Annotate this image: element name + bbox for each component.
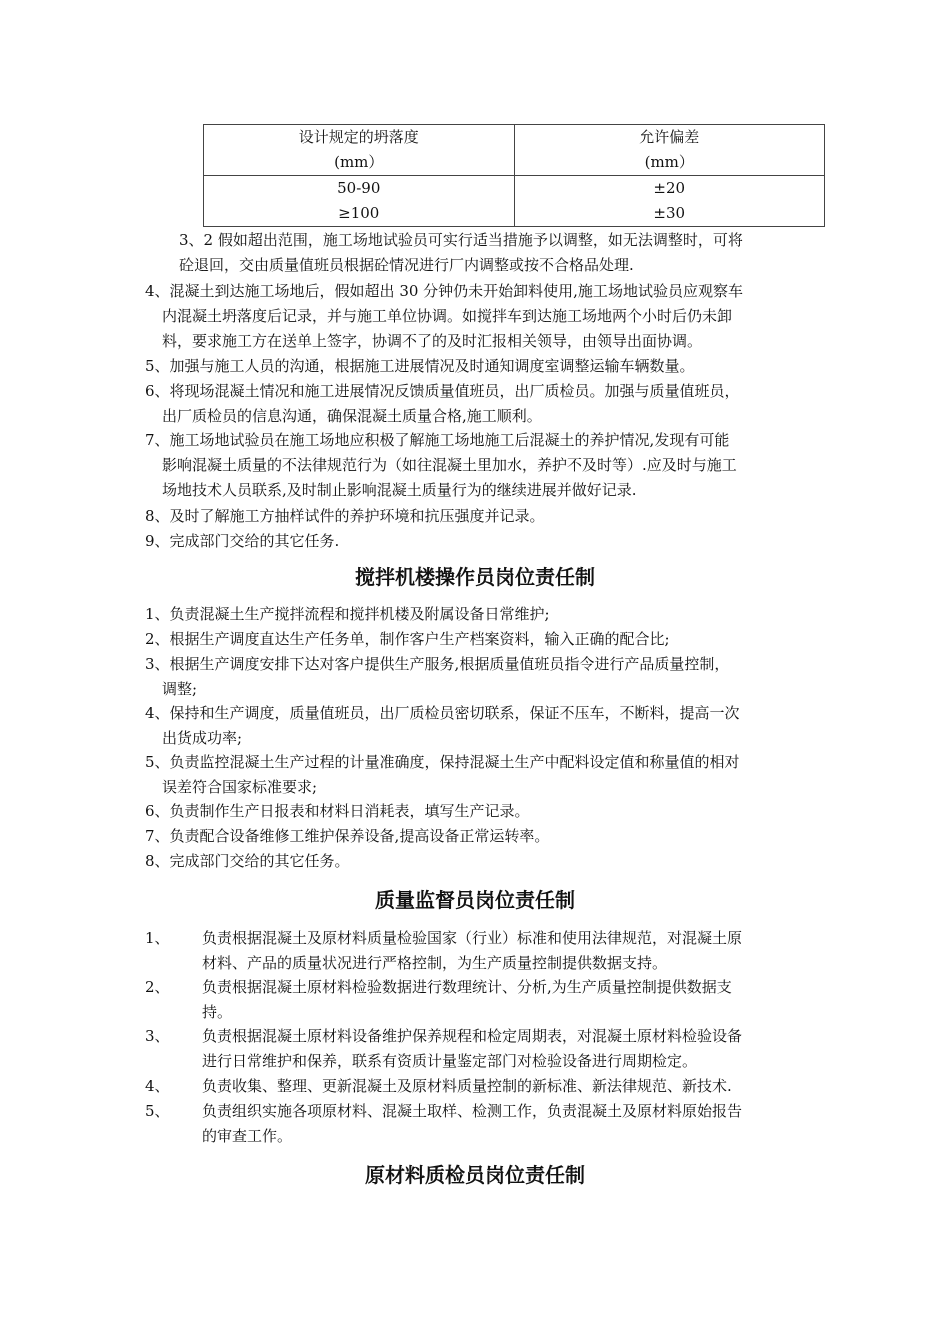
table-header-row (204, 125, 825, 176)
header-unit: (mm） (644, 153, 694, 171)
item-line: 内混凝土坍落度后记录，并与施工单位协调。如搅拌车到达施工场地两个小时后仍未卸 (162, 307, 733, 325)
item-line: 场地技术人员联系,及时制止影响混凝土质量行为的继续进展并做好记录. (162, 481, 637, 499)
item-line: 9、完成部门交给的其它任务. (145, 532, 340, 550)
list-item (145, 504, 545, 529)
table-header-cell (204, 125, 515, 176)
item-text (202, 1074, 732, 1099)
item-line: 的审查工作。 (202, 1127, 293, 1145)
item-line: 3、2 假如超出范围，施工场地试验员可实行适当措施予以调整，如无法调整时，可将 (179, 231, 743, 249)
list-item (145, 428, 737, 503)
item-text (202, 1099, 742, 1149)
list-item (145, 602, 550, 627)
cell-value: ≥100 (338, 204, 380, 222)
list-item (145, 824, 549, 849)
item-number: 4、 (145, 1077, 170, 1095)
item-line: 6、负责制作生产日报表和材料日消耗表，填写生产记录。 (145, 802, 530, 820)
slump-tolerance-table (203, 124, 825, 227)
item-line: 材料、产品的质量状况进行严格控制，为生产质量控制提供数据支持。 (202, 954, 668, 972)
list-item (145, 652, 729, 702)
list-item (145, 279, 743, 354)
cell-value: ±20 (653, 179, 686, 197)
item-line: 影响混凝土质量的不法律规范行为（如往混凝土里加水，养护不及时等）.应及时与施工 (162, 456, 737, 474)
list-item (145, 354, 695, 379)
item-line: 8、完成部门交给的其它任务。 (145, 852, 350, 870)
table-row (204, 176, 825, 227)
item-line: 误差符合国家标准要求; (162, 778, 318, 796)
list-item (145, 799, 530, 824)
item-line: 6、将现场混凝土情况和施工进展情况反馈质量值班员，出厂质检员。加强与质量值班员， (145, 382, 740, 400)
item-number: 3、 (145, 1027, 170, 1045)
header-text: 允许偏差 (639, 128, 700, 146)
item-line: 4、混凝土到达施工场地后，假如超出 30 分钟仍未开始卸料使用,施工场地试验员应观察车 (145, 282, 743, 300)
item-line: 负责组织实施各项原材料、混凝土取样、检测工作，负责混凝土及原材料原始报告 (202, 1102, 743, 1120)
list-item (145, 849, 350, 874)
item-line: 2、根据生产调度直达生产任务单，制作客户生产档案资料，输入正确的配合比; (145, 630, 670, 648)
item-line: 3、根据生产调度安排下达对客户提供生产服务,根据质量值班员指令进行产品质量控制， (145, 655, 730, 673)
list-item (179, 228, 743, 278)
item-line: 5、加强与施工人员的沟通，根据施工进展情况及时通知调度室调整运输车辆数量。 (145, 357, 695, 375)
item-line: 出厂质检员的信息沟通，确保混凝土质量合格,施工顺利。 (162, 407, 542, 425)
item-number: 1、 (145, 929, 170, 947)
item-line: 负责根据混凝土原材料设备维护保养规程和检定周期表，对混凝土原材料检验设备 (202, 1027, 743, 1045)
list-item (145, 701, 740, 751)
section-title: 质量监督员岗位责任制 (375, 888, 575, 912)
item-line: 持。 (202, 1003, 233, 1021)
section-title: 原材料质检员岗位责任制 (365, 1163, 585, 1187)
item-line: 4、保持和生产调度，质量值班员，出厂质检员密切联系，保证不压车，不断料，提高一次 (145, 704, 740, 722)
item-line: 8、及时了解施工方抽样试件的养护环境和抗压强度并记录。 (145, 507, 545, 525)
item-line: 7、施工场地试验员在施工场地应积极了解施工场地施工后混凝土的养护情况,发现有可能 (145, 431, 730, 449)
item-line: 砼退回，交由质量值班员根据砼情况进行厂内调整或按不合格品处理. (179, 256, 634, 274)
item-line: 负责收集、整理、更新混凝土及原材料质量控制的新标准、新法律规范、新技术. (202, 1077, 732, 1095)
table-cell (514, 176, 825, 227)
item-line: 负责根据混凝土原材料检验数据进行数理统计、分析,为生产质量控制提供数据支 (202, 978, 732, 996)
item-text (202, 975, 732, 1025)
item-number: 2、 (145, 978, 170, 996)
header-unit: (mm） (334, 153, 384, 171)
table-cell (204, 176, 515, 227)
item-line: 调整; (162, 680, 198, 698)
item-line: 7、负责配合设备维修工维护保养设备,提高设备正常运转率。 (145, 827, 550, 845)
item-line: 进行日常维护和保养，联系有资质计量鉴定部门对检验设备进行周期检定。 (202, 1052, 698, 1070)
cell-value: 50-90 (337, 179, 381, 197)
item-text (202, 1024, 742, 1074)
section-title: 搅拌机楼操作员岗位责任制 (355, 565, 595, 589)
list-item (145, 529, 339, 554)
item-line: 料，要求施工方在送单上签字，协调不了的及时汇报相关领导，由领导出面协调。 (162, 332, 703, 350)
item-line: 5、负责监控混凝土生产过程的计量准确度，保持混凝土生产中配料设定值和称量值的相对 (145, 753, 740, 771)
item-line: 负责根据混凝土及原材料质量检验国家（行业）标准和使用法律规范，对混凝土原 (202, 929, 743, 947)
header-text: 设计规定的坍落度 (298, 128, 419, 146)
cell-value: ±30 (653, 204, 686, 222)
list-item (145, 750, 740, 800)
item-text (202, 926, 742, 976)
list-item (145, 379, 740, 429)
table-header-cell (514, 125, 825, 176)
item-line: 1、负责混凝土生产搅拌流程和搅拌机楼及附属设备日常维护; (145, 605, 550, 623)
item-number: 5、 (145, 1102, 170, 1120)
item-line: 出货成功率; (162, 729, 243, 747)
list-item (145, 627, 670, 652)
